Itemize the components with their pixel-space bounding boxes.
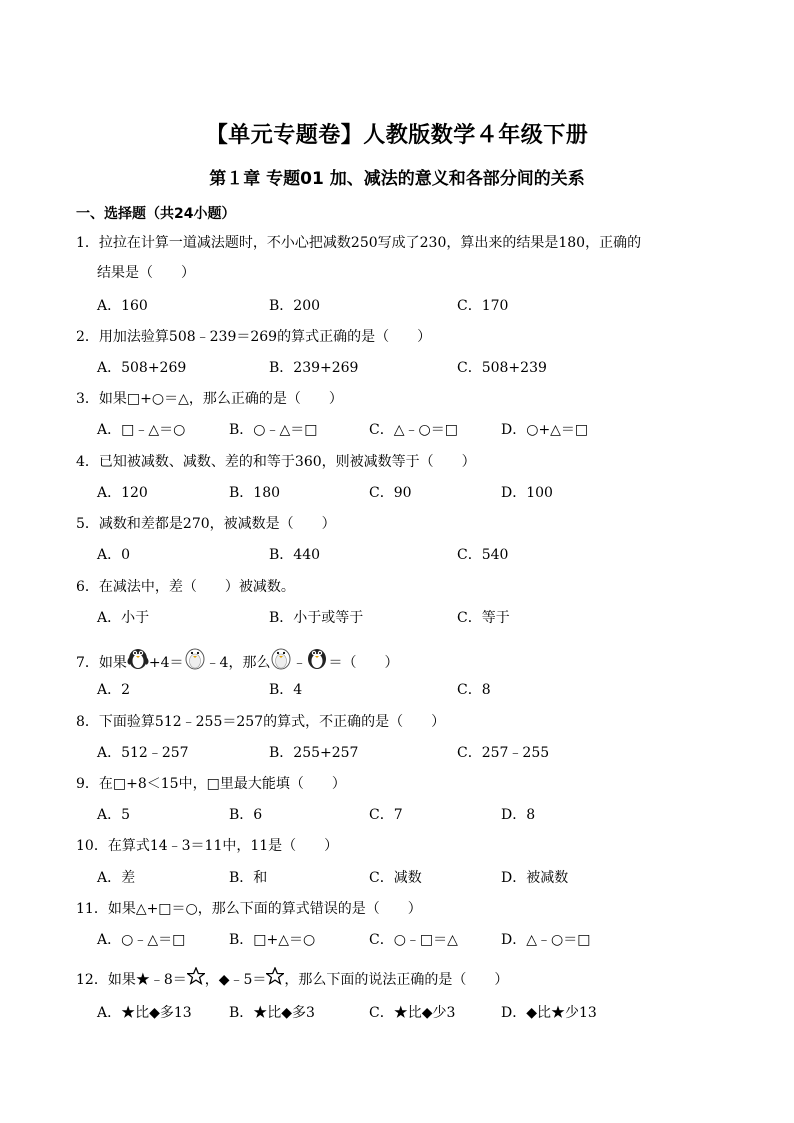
question-12-part-1: 12．如果★﹣8＝ <box>76 972 187 988</box>
option-b[interactable]: B．4 <box>269 682 303 698</box>
question-12-part-2: ，◆﹣5＝ <box>204 972 267 988</box>
question-10-text: 10．在算式14﹣3＝11中，11是（ ） <box>76 838 339 854</box>
question-5-text: 5．减数和差都是270，被减数是（ ） <box>76 516 336 532</box>
option-c[interactable]: C．7 <box>369 807 403 823</box>
question-9-text: 9．在□+8＜15中，□里最大能填（ ） <box>76 776 346 792</box>
question-7-part-4: ﹣ <box>292 655 307 671</box>
option-c[interactable]: C．90 <box>369 485 412 501</box>
page-title: 【单元专题卷】人教版数学４年级下册 <box>205 123 589 148</box>
option-c[interactable]: C．★比◆少3 <box>369 1005 456 1021</box>
question-4-text: 4．已知被减数、减数、差的和等于360，则被减数等于（ ） <box>76 454 476 470</box>
option-a[interactable]: A．508+269 <box>97 360 187 376</box>
option-b[interactable]: B．6 <box>229 807 263 823</box>
question-1-options <box>97 296 737 316</box>
question-10-options <box>97 868 737 888</box>
question-9-options <box>97 805 737 825</box>
option-c[interactable]: C．8 <box>457 682 491 698</box>
question-7-part-3: ﹣4，那么 <box>205 655 271 671</box>
penguin-dark-icon <box>127 644 149 670</box>
option-a[interactable]: A．512﹣257 <box>97 745 189 761</box>
question-8-options <box>97 743 737 763</box>
question-7-part-1: 7．如果 <box>76 655 127 671</box>
option-b[interactable]: B．★比◆多3 <box>229 1005 315 1021</box>
option-b[interactable]: B．180 <box>229 485 281 501</box>
option-a[interactable]: A．2 <box>97 682 131 698</box>
star-outline-icon <box>187 967 205 985</box>
question-1-text-cont: 结果是（ ） <box>97 265 195 281</box>
option-d[interactable]: D．100 <box>501 485 553 501</box>
option-c[interactable]: C．△﹣○＝□ <box>369 422 458 438</box>
option-c[interactable]: C．○﹣□＝△ <box>369 932 458 948</box>
option-a[interactable]: A．差 <box>97 870 136 886</box>
option-a[interactable]: A．○﹣△＝□ <box>97 932 186 948</box>
question-7-options <box>97 680 737 700</box>
penguin-light-icon <box>270 644 292 670</box>
option-d[interactable]: D．被减数 <box>501 870 569 886</box>
question-7-part-5: ＝（ ） <box>328 655 399 671</box>
question-2-text: 2．用加法验算508﹣239＝269的算式正确的是（ ） <box>76 329 432 345</box>
option-b[interactable]: B．255+257 <box>269 745 359 761</box>
option-a[interactable]: A．5 <box>97 807 131 823</box>
question-12-part-3: ，那么下面的说法正确的是（ ） <box>284 972 509 988</box>
question-7-part-2: +4＝ <box>148 655 184 671</box>
question-3-text: 3．如果□+○＝△，那么正确的是（ ） <box>76 391 343 407</box>
question-12-options <box>97 1003 737 1023</box>
star-outline-icon <box>266 967 284 985</box>
option-a[interactable]: A．160 <box>97 298 148 314</box>
question-3-options <box>97 420 737 440</box>
page-subtitle: 第１章 专题01 加、减法的意义和各部分间的关系 <box>209 169 585 189</box>
question-5-options <box>97 545 737 565</box>
option-b[interactable]: B．○﹣△＝□ <box>229 422 318 438</box>
option-d[interactable]: D．8 <box>501 807 536 823</box>
option-a[interactable]: A．★比◆多13 <box>97 1005 192 1021</box>
option-c[interactable]: C．170 <box>457 298 509 314</box>
option-c[interactable]: C．257﹣255 <box>457 745 550 761</box>
option-a[interactable]: A．0 <box>97 547 131 563</box>
option-b[interactable]: B．小于或等于 <box>269 610 364 626</box>
option-c[interactable]: C．508+239 <box>457 360 547 376</box>
option-c[interactable]: C．540 <box>457 547 509 563</box>
option-b[interactable]: B．200 <box>269 298 321 314</box>
question-7-text <box>76 650 398 676</box>
penguin-light-icon <box>184 644 206 670</box>
question-8-text: 8．下面验算512﹣255＝257的算式，不正确的是（ ） <box>76 714 446 730</box>
section-heading: 一、选择题（共24小题） <box>76 206 236 222</box>
question-11-options <box>97 930 737 950</box>
option-c[interactable]: C．减数 <box>369 870 422 886</box>
question-1-text: 1．拉拉在计算一道减法题时，不小心把减数250写成了230，算出来的结果是180，正确的 <box>76 235 642 251</box>
question-11-text: 11．如果△+□＝○，那么下面的算式错误的是（ ） <box>76 901 422 917</box>
option-b[interactable]: B．239+269 <box>269 360 359 376</box>
option-d[interactable]: D．△﹣○＝□ <box>501 932 591 948</box>
question-6-text: 6．在减法中，差（ ）被减数。 <box>76 579 295 595</box>
question-12-text <box>76 970 508 990</box>
question-2-options <box>97 358 737 378</box>
penguin-dark-icon <box>306 644 328 670</box>
option-a[interactable]: A．□﹣△＝○ <box>97 422 186 438</box>
option-b[interactable]: B．440 <box>269 547 321 563</box>
option-d[interactable]: D．◆比★少13 <box>501 1005 597 1021</box>
option-c[interactable]: C．等于 <box>457 610 510 626</box>
option-b[interactable]: B．和 <box>229 870 268 886</box>
option-d[interactable]: D．○+△＝□ <box>501 422 589 438</box>
question-4-options <box>97 483 737 503</box>
option-a[interactable]: A．小于 <box>97 610 150 626</box>
question-6-options <box>97 608 737 628</box>
option-a[interactable]: A．120 <box>97 485 148 501</box>
option-b[interactable]: B．□+△＝○ <box>229 932 316 948</box>
